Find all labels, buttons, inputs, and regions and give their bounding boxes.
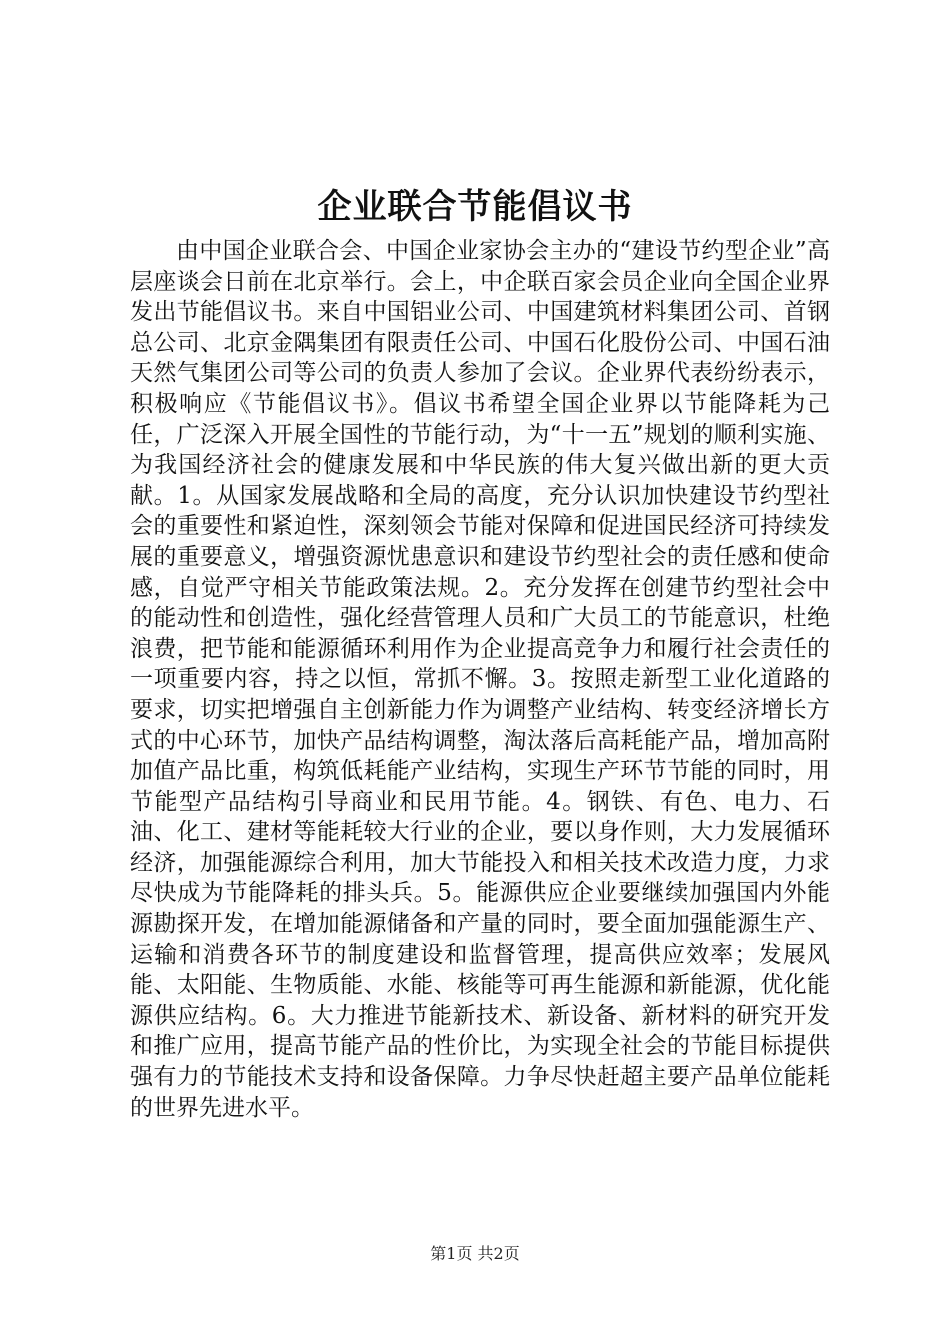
document-title: 企业联合节能倡议书 [317, 187, 633, 227]
document-body: 由中国企业联合会、中国企业家协会主办的“建设节约型企业”高层座谈会日前在北京举行。会上，中企联百家会员企业向全国企业界发出节能倡议书。来自中国铝业公司、中国建筑材料集团公司、首钢总公司、北京金隅集团有限责任公司、中国石化股份公司、中国石油天然气集团公司等公司的负责人参加了会议。企业界代表纷纷表示，积极响应《节能倡议书》。倡议书希望全国企业界以节能降耗为己任，广泛深入开展全国性的节能行动，为“十一五”规划的顺利实施、为我国经济社会的健康发展和中华民族的伟大复兴做出新的更大贡献。1。从国家发展战略和全局的高度，充分认识加快建设节约型社会的重要性和紧迫性，深刻领会节能对保障和促进国民经济可持续发展的重要意义，增强资源忧患意识和建设节约型社会的责任感和使命感，自觉严守相关节能政策法规。2。充分发挥在创建节约型社会中的能动性和创造性，强化经营管理人员和广大员工的节能意识，杜绝浪费，把节能和能源循环利用作为企业提高竞争力和履行社会责任的一项重要内容，持之以恒，常抓不懈。3。按照走新型工业化道路的要求，切实把增强自主创新能力作为调整产业结构、转变经济增长方式的中心环节，加快产品结构调整，淘汰落后高耗能产品，增加高附加值产品比重，构筑低耗能产业结构，实现生产环节节能的同时，用节能型产品结构引导商业和民用节能。4。钢铁、有色、电力、石油、化工、建材等能耗较大行业的企业，要以身作则，大力发展循环经济，加强能源综合利用，加大节能投入和相关技术改造力度，力求尽快成为节能降耗的排头兵。5。能源供应企业要继续加强国内外能源勘探开发，在增加能源储备和产量的同时，要全面加强能源生产、运输和消费各环节的制度建设和监督管理，提高供应效率；发展风能、太阳能、生物质能、水能、核能等可再生能源和新能源，优化能源供应结构。6。大力推进节能新技术、新设备、新材料的研究开发和推广应用，提高节能产品的性价比，为实现全社会的节能目标提供强有力的节能技术支持和设备保障。力争尽快赶超主要产品单位能耗的世界先进水平。 [130, 238, 830, 1121]
page-number-footer: 第1页 共2页 [430, 1244, 520, 1263]
